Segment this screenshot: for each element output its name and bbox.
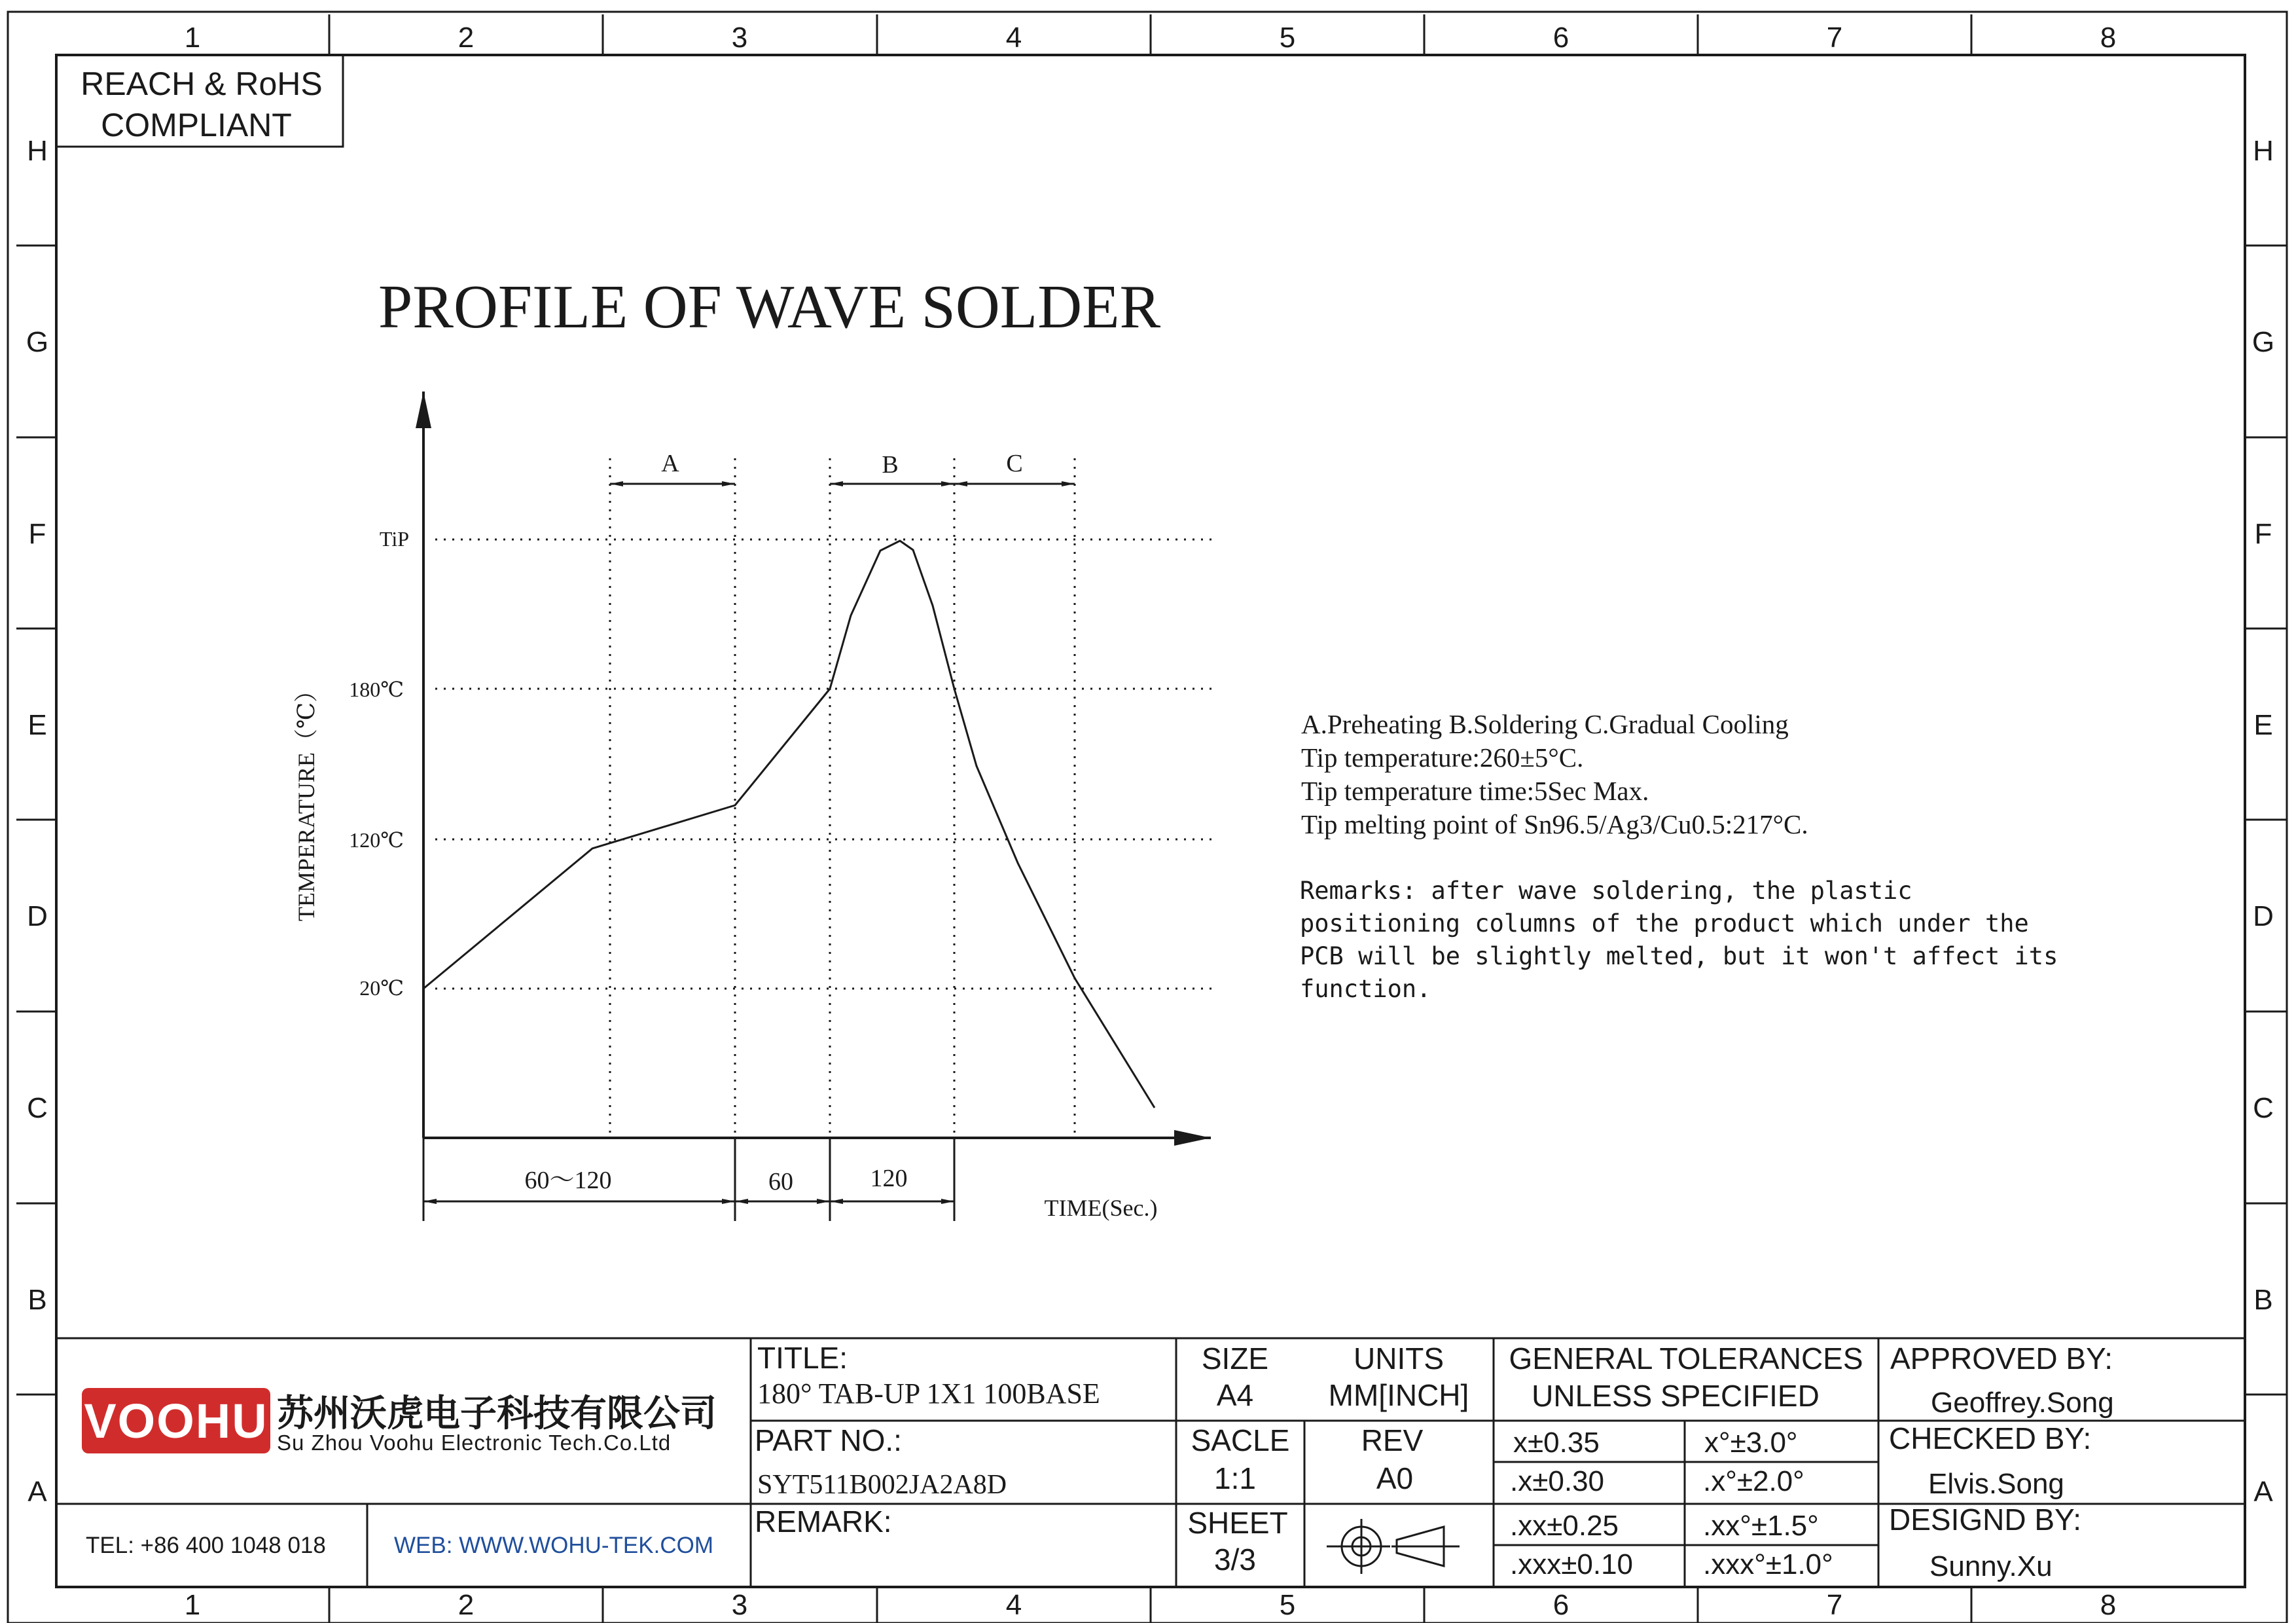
frame-column-label: 1 bbox=[184, 22, 201, 54]
first-angle-projection-icon bbox=[1327, 1519, 1460, 1574]
approved-by-label: APPROVED BY: bbox=[1890, 1341, 2113, 1376]
remark-line: positioning columns of the product which under the bbox=[1300, 909, 2029, 938]
approved-by-value: Geoffrey.Song bbox=[1931, 1387, 2114, 1419]
company-web: WEB: WWW.WOHU-TEK.COM bbox=[394, 1533, 713, 1558]
frame-row-label: C bbox=[2253, 1092, 2274, 1124]
part-number-label: PART NO.: bbox=[755, 1423, 902, 1457]
tolerance-angular: .xx°±1.5° bbox=[1703, 1510, 1819, 1542]
company-name-en: Su Zhou Voohu Electronic Tech.Co.Ltd bbox=[277, 1431, 672, 1455]
compliance-line-1: REACH & RoHS bbox=[81, 65, 323, 102]
title-block bbox=[56, 1338, 2245, 1587]
tolerance-angular: .xxx°±1.0° bbox=[1703, 1548, 1833, 1580]
duration-preheat: 60～120 bbox=[524, 1167, 612, 1194]
scale-value: 1:1 bbox=[1214, 1461, 1256, 1495]
remark-line: function. bbox=[1300, 975, 1431, 1003]
frame-row-label: H bbox=[2253, 135, 2274, 167]
tolerance-linear: .xxx±0.10 bbox=[1510, 1548, 1634, 1580]
zone-label-a: A bbox=[661, 450, 679, 477]
y-tick-20: 20℃ bbox=[359, 976, 404, 1000]
size-label: SIZE bbox=[1201, 1341, 1269, 1376]
remarks bbox=[1300, 877, 2058, 1003]
temperature-gridlines bbox=[435, 539, 1212, 989]
tolerance-angular: .x°±2.0° bbox=[1703, 1465, 1804, 1497]
frame-row-label: F bbox=[28, 518, 46, 550]
compliance-line-2: COMPLIANT bbox=[101, 107, 292, 143]
company-name-cn: 苏州沃虎电子科技有限公司 bbox=[277, 1393, 717, 1434]
designed-by-label: DESIGND BY: bbox=[1889, 1503, 2081, 1537]
solder-profile-chart bbox=[293, 392, 1212, 1221]
frame-column-label: 3 bbox=[731, 22, 748, 54]
frame-column-label: 2 bbox=[457, 1589, 475, 1621]
frame-row-label: D bbox=[27, 900, 48, 932]
frame-row-label: C bbox=[27, 1092, 48, 1124]
frame-column-label: 7 bbox=[1826, 1589, 1843, 1621]
size-value: A4 bbox=[1216, 1378, 1254, 1412]
frame-column-label: 8 bbox=[2100, 22, 2117, 54]
frame-row-label: H bbox=[27, 135, 48, 167]
frame-column-label: 3 bbox=[731, 1589, 748, 1621]
remark-line: Remarks: after wave soldering, the plastic bbox=[1300, 877, 1912, 905]
y-tick-tip: TiP bbox=[379, 527, 409, 551]
zone-label-b: B bbox=[882, 451, 899, 479]
tolerances-subtitle: UNLESS SPECIFIED bbox=[1532, 1379, 1820, 1413]
note-line: Tip melting point of Sn96.5/Ag3/Cu0.5:217°C. bbox=[1301, 809, 1808, 839]
frame-column-label: 7 bbox=[1826, 22, 1843, 54]
note-line: Tip temperature:260±5°C. bbox=[1301, 742, 1584, 773]
logo-wordmark: VOOHU bbox=[84, 1394, 268, 1448]
frame-row-label: G bbox=[26, 326, 49, 358]
remark-label: REMARK: bbox=[755, 1504, 892, 1539]
frame-column-label: 5 bbox=[1279, 22, 1296, 54]
tolerance-linear: x±0.35 bbox=[1513, 1427, 1600, 1459]
process-notes bbox=[1301, 709, 1808, 839]
sheet-label: SHEET bbox=[1187, 1506, 1288, 1540]
zone-boundaries bbox=[610, 458, 1075, 1138]
duration-soldering: 60 bbox=[768, 1168, 793, 1195]
rev-label: REV bbox=[1361, 1423, 1424, 1457]
frame-column-label: 5 bbox=[1279, 1589, 1296, 1621]
frame-row-label: D bbox=[2253, 900, 2274, 932]
frame-row-label: B bbox=[2253, 1284, 2273, 1316]
note-line: Tip temperature time:5Sec Max. bbox=[1301, 776, 1649, 806]
scale-label: SACLE bbox=[1191, 1423, 1290, 1457]
zone-label-c: C bbox=[1006, 450, 1023, 477]
note-line: A.Preheating B.Soldering C.Gradual Cooling bbox=[1301, 709, 1789, 739]
tolerance-angular: x°±3.0° bbox=[1704, 1427, 1798, 1459]
company-logo bbox=[82, 1388, 270, 1453]
title-value: 180° TAB-UP 1X1 100BASE bbox=[757, 1377, 1100, 1410]
temperature-profile-curve bbox=[423, 541, 1155, 1108]
frame-row-label: F bbox=[2254, 518, 2272, 550]
frame-column-label: 8 bbox=[2100, 1589, 2117, 1621]
y-axis-label: TEMPERATURE（℃） bbox=[293, 678, 319, 922]
frame-column-label: 4 bbox=[1005, 22, 1022, 54]
checked-by-label: CHECKED BY: bbox=[1889, 1421, 2092, 1455]
frame-column-label: 4 bbox=[1005, 1589, 1022, 1621]
sheet-value: 3/3 bbox=[1214, 1542, 1256, 1577]
x-axis-label: TIME(Sec.) bbox=[1044, 1195, 1158, 1221]
frame-column-label: 2 bbox=[457, 22, 475, 54]
tolerances-title: GENERAL TOLERANCES bbox=[1509, 1341, 1863, 1376]
compliance-box bbox=[56, 55, 343, 147]
frame-row-label: G bbox=[2251, 326, 2275, 358]
rev-value: A0 bbox=[1376, 1461, 1414, 1495]
frame-row-label: E bbox=[2253, 709, 2273, 741]
y-tick-180: 180℃ bbox=[349, 678, 404, 701]
tolerance-linear: .x±0.30 bbox=[1510, 1465, 1605, 1497]
designed-by-value: Sunny.Xu bbox=[1929, 1550, 2053, 1582]
units-label: UNITS bbox=[1354, 1341, 1444, 1376]
tolerance-linear: .xx±0.25 bbox=[1510, 1510, 1619, 1542]
company-tel: TEL: +86 400 1048 018 bbox=[86, 1533, 326, 1558]
title-label: TITLE: bbox=[757, 1341, 848, 1375]
sheet-frame bbox=[8, 12, 2287, 1623]
duration-cooling: 120 bbox=[870, 1165, 908, 1192]
checked-by-value: Elvis.Song bbox=[1928, 1468, 2064, 1500]
frame-column-label: 1 bbox=[184, 1589, 201, 1621]
frame-row-label: E bbox=[27, 709, 47, 741]
frame-row-label: B bbox=[27, 1284, 47, 1316]
remark-line: PCB will be slightly melted, but it won't affect its bbox=[1300, 942, 2058, 970]
frame-column-label: 6 bbox=[1552, 22, 1570, 54]
frame-row-label: A bbox=[2253, 1476, 2273, 1508]
frame-column-label: 6 bbox=[1552, 1589, 1570, 1621]
drawing-title: PROFILE OF WAVE SOLDER bbox=[378, 273, 1161, 341]
y-tick-120: 120℃ bbox=[349, 828, 404, 852]
units-value: MM[INCH] bbox=[1328, 1378, 1469, 1412]
frame-row-label: A bbox=[27, 1476, 47, 1508]
part-number-value: SYT511B002JA2A8D bbox=[757, 1470, 1007, 1500]
